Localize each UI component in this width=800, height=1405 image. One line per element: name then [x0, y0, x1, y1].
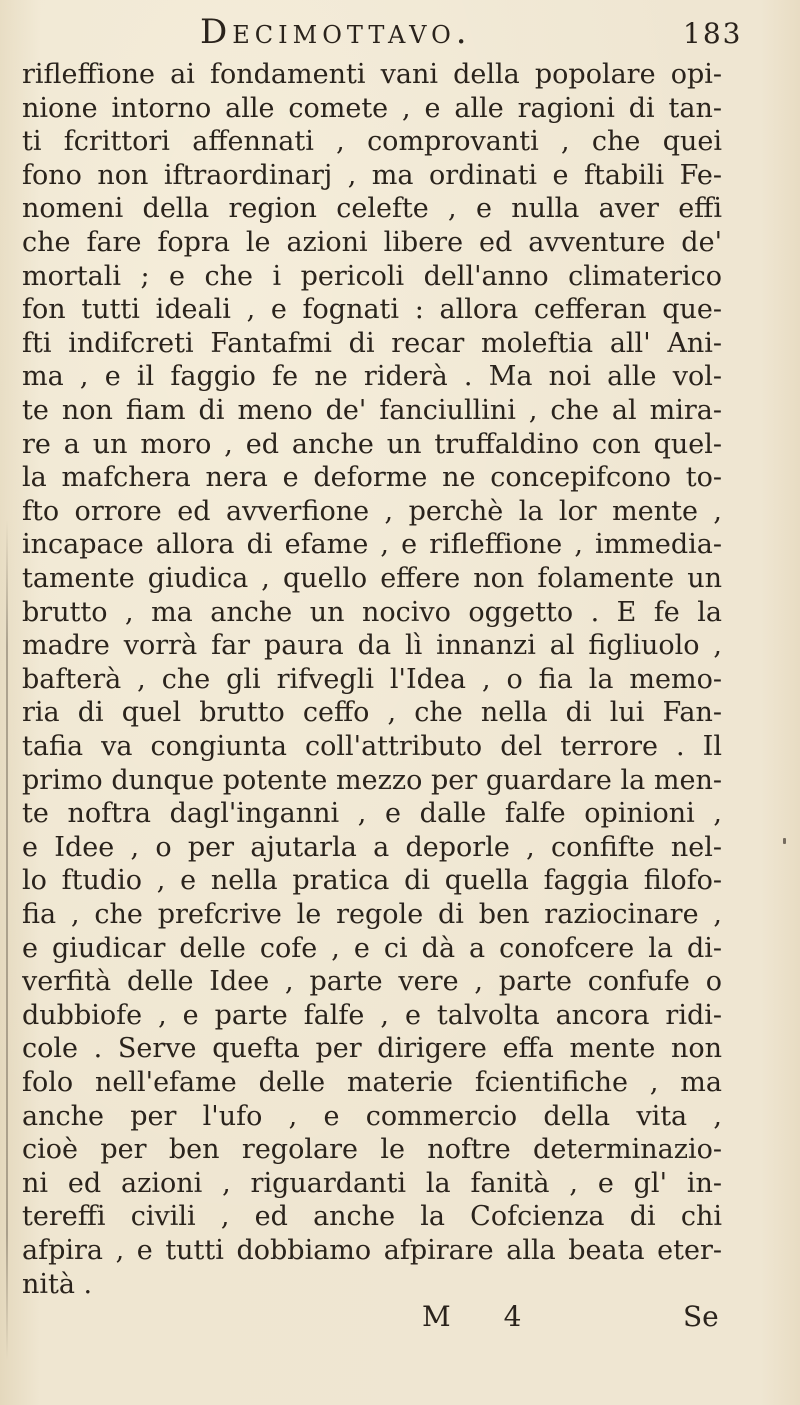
page-number: 183 [683, 17, 743, 50]
text-line: te noftra dagl'inganni , e dalle falfe opinioni , [22, 798, 722, 830]
text-line: tafia va congiunta coll'attributo del terrore . Il [22, 731, 722, 762]
text-line: nione intorno alle comete , e alle ragioni di tan- [22, 92, 722, 124]
text-line: nomeni della region celefte , e nulla aver effi [22, 193, 722, 225]
text-line: rifleffione ai fondamenti vani della popolare opi- [22, 59, 722, 90]
text-line: fono non iftraordinarj , ma ordinati e ftabili Fe- [22, 159, 722, 191]
text-line: nità . [22, 1268, 93, 1300]
catchline [0, 1297, 800, 1341]
text-line: ni ed azioni , riguardanti la fanità , e gl' in- [22, 1167, 722, 1199]
text-line: fto orrore ed avverfione , perchè la lor mente , [22, 495, 722, 527]
text-line: cioè per ben regolare le noftre determinazio- [22, 1134, 722, 1166]
text-line: ti fcrittori affennati , comprovanti , che quei [22, 126, 722, 158]
text-line: folo nell'efame delle materie fcientifiche , ma [22, 1067, 722, 1098]
text-line: verfità delle Idee , parte vere , parte confufe o [22, 966, 722, 998]
text-line: afpira , e tutti dobbiamo afpirare alla beata eter- [22, 1235, 722, 1266]
running-head [0, 8, 800, 52]
text-line: e giudicar delle cofe , e ci dà a conofcere la di- [22, 932, 722, 964]
text-line: te non fiam di meno de' fanciullini , che al mira- [22, 395, 722, 426]
text-line: anche per l'ufo , e commercio della vita , [22, 1100, 722, 1132]
running-title: Decimottavo. [200, 12, 472, 52]
text-line: re a un moro , ed anche un truffaldino con quel- [22, 428, 722, 460]
text-line: tereffi civili , ed anche la Cofcienza di chi [22, 1201, 722, 1233]
text-line: fia , che prefcrive le regole di ben raziocinare , [22, 899, 722, 930]
text-line: e Idee , o per ajutarla a deporle , confifte nel- [22, 831, 722, 863]
text-line: fti indifcreti Fantafmi di recar moleftia all' Ani- [22, 327, 722, 359]
text-line: bafterà , che gli rifvegli l'Idea , o fia la memo- [22, 663, 722, 695]
text-line: primo dunque potente mezzo per guardare la men- [22, 764, 722, 796]
text-line: cole . Serve quefta per dirigere effa mente non [22, 1033, 722, 1065]
text-line: mortali ; e che i pericoli dell'anno climaterico [22, 260, 722, 292]
text-line: fon tutti ideali , e fognati : allora cefferan que- [22, 294, 722, 326]
text-line: ma , e il faggio fe ne riderà . Ma noi alle vol- [22, 361, 722, 393]
catchword: Se [683, 1300, 719, 1334]
text-line: che fare fopra le azioni libere ed avventure de' [22, 227, 722, 258]
page-gutter-edge [6, 520, 8, 1360]
text-line: la mafchera nera e deforme ne concepifcono to- [22, 462, 722, 494]
text-line: tamente giudica , quello effere non folamente un [22, 563, 722, 594]
text-line: lo ftudio , e nella pratica di quella faggia filofo- [22, 865, 722, 897]
text-line: madre vorrà far paura da lì innanzi al figliuolo , [22, 630, 722, 662]
text-line: brutto , ma anche un nocivo oggetto . E fe la [22, 596, 722, 628]
margin-mark [783, 838, 786, 844]
signature-mark: M 4 [422, 1300, 544, 1334]
text-line: ria di quel brutto ceffo , che nella di lui Fan- [22, 697, 722, 729]
text-line: dubbiofe , e parte falfe , e talvolta ancora ridi- [22, 999, 722, 1031]
text-line: incapace allora di efame , e rifleffione , immedia- [22, 529, 722, 561]
